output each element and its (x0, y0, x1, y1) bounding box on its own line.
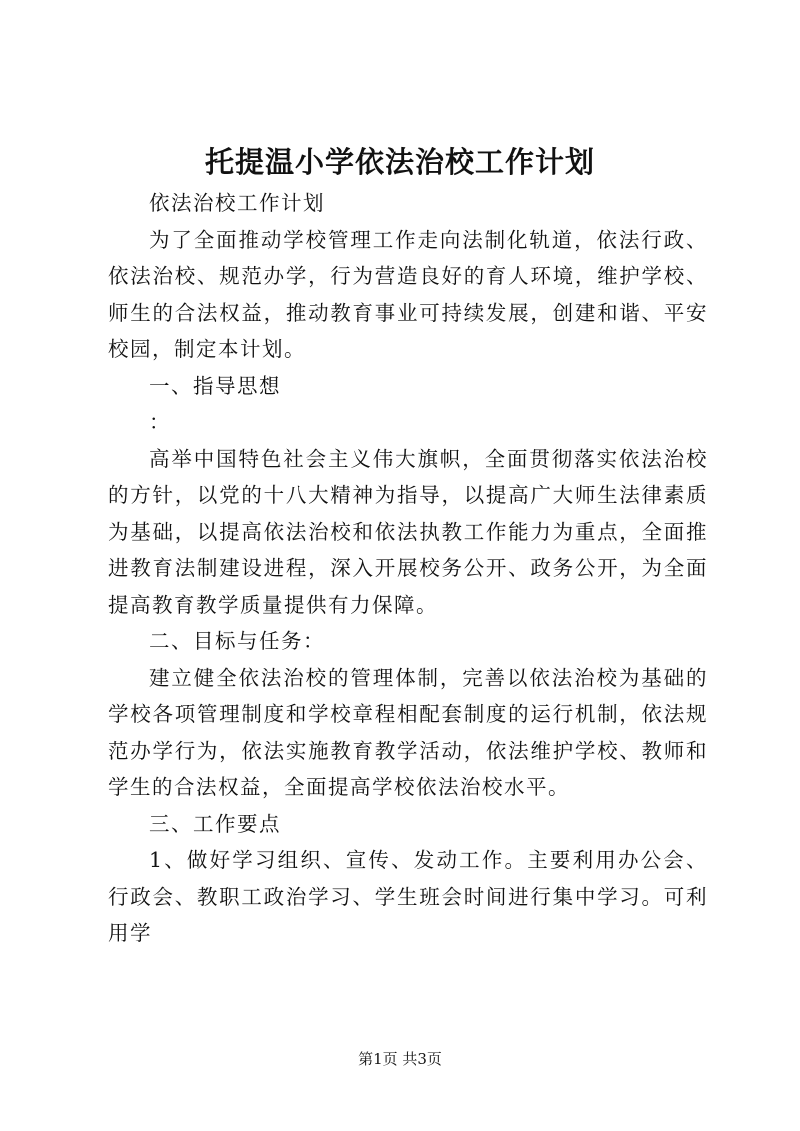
section-heading-guiding-thought: 一、指导思想 (149, 373, 281, 398)
page-footer (0, 1048, 800, 1070)
intro-paragraph: 为了全面推动学校管理工作走向法制化轨道，依法行政、依法治校、规范办学，行为营造良好的育人环境，维护学校、师生的合法权益，推动教育事业可持续发展，创建和谐、平安校园，制定本计划。 (108, 227, 708, 361)
guiding-thought-paragraph: 高举中国特色社会主义伟大旗帜，全面贯彻落实依法治校的方针，以党的十八大精神为指导，以提高广大师生法律素质为基础，以提高依法治校和依法执教工作能力为重点，全面推进教育法制建设进程，深入开展校务公开、政务公开，为全面提高教育教学质量提供有力保障。 (108, 446, 708, 617)
work-point-1-paragraph: 1、做好学习组织、宣传、发动工作。主要利用办公会、行政会、教职工政治学习、学生班会时间进行集中学习。可利用学 (108, 848, 708, 945)
document-title: 托提温小学依法治校工作计划 (204, 145, 595, 179)
page-number: 第1页 共3页 (358, 1050, 442, 1068)
section-heading-work-points: 三、工作要点 (149, 811, 281, 836)
colon-line: ： (149, 410, 171, 434)
goals-paragraph: 建立健全依法治校的管理体制，完善以依法治校为基础的学校各项管理制度和学校章程相配套制度的运行机制，依法规范办学行为，依法实施教育教学活动，依法维护学校、教师和学生的合法权益，全面提高学校依法治校水平。 (108, 665, 708, 799)
section-heading-goals: 二、目标与任务： (149, 629, 325, 653)
subtitle-paragraph: 依法治校工作计划 (149, 191, 325, 215)
document-body (108, 185, 708, 952)
